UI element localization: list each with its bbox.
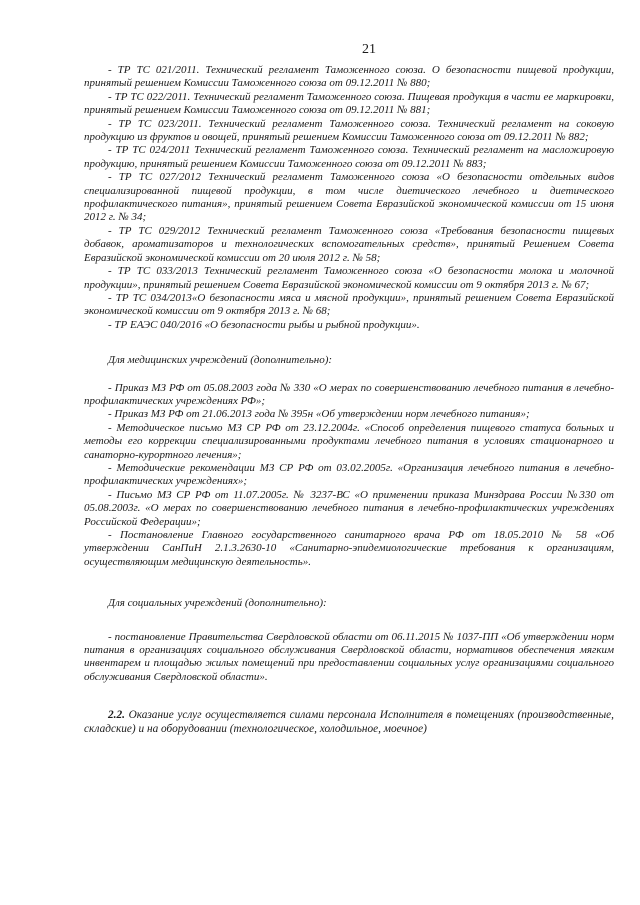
list-item: - ТР ТС 027/2012 Технический регламент Таможенного союза «О безопасности отдельных видов специализированной пищевой продукции, в том числе диетического лечебного и диетического профилактического питания», принятый решением Совета Евразийской экономической комиссии от 15 июня 2012 г. № 34; <box>84 171 614 224</box>
list-item: - ТР ТС 021/2011. Технический регламент Таможенного союза. О безопасности пищевой продукции, принятый решением Комиссии Таможенного союза от 09.12.2011 № 880; <box>84 64 614 90</box>
list-item: - ТР ЕАЭС 040/2016 «О безопасности рыбы и рыбной продукции». <box>108 318 420 331</box>
list-item: - ТР ТС 024/2011 Технический регламент Таможенного союза. Технический регламент на масложировую продукцию, принятый решением Комиссии Таможенного союза от 09.12.2011 № 883; <box>84 144 614 170</box>
list-item: - постановление Правительства Свердловской области от 06.11.2015 № 1037-ПП «Об утверждении норм питания в организациях социального обслуживания Свердловской области, нормативов обеспечения мягким инвентарем и площадью жилых помещений при предоставлении социальных услуг организациями социального обслуживания Свердловской области». <box>84 630 614 683</box>
list-item: - Методическое письмо МЗ СР РФ от 23.12.2004г. «Способ определения пищевого статуса больных и методы его коррекции специализированными продуктами лечебного питания в условиях стационарного и санаторно-курортного лечения»; <box>84 421 614 461</box>
social-list <box>84 631 614 685</box>
list-item: - Методические рекомендации МЗ СР РФ от 03.02.2005г. «Организация лечебного питания в лечебно-профилактических учреждениях»; <box>84 461 614 488</box>
list-item: - ТР ТС 034/2013«О безопасности мяса и мясной продукции», принятый решением Совета Евразийской экономической комиссии от 9 октября 2013 г. № 68; <box>84 291 614 318</box>
list-item: - Письмо МЗ СР РФ от 11.07.2005г. № 3237-ВС «О применении приказа Минздрава России №330 от 05.08.2003г. «О мерах по совершенствованию лечебного питания в лечебно-профилактических учреждениях Российской Федерации»; <box>84 488 614 528</box>
social-heading: Для социальных учреждений (дополнительно): <box>108 597 327 610</box>
list-item: - ТР ТС 023/2011. Технический регламент Таможенного союза. Технический регламент на соковую продукцию из фруктов и овощей, принятый решением Комиссии Таможенного союза от 09.12.2011 № 882; <box>84 117 614 144</box>
section-text: Оказание услуг осуществляется силами персонала Исполнителя в помещениях (производственные, складские) и на оборудовании (технологическое, холодильное, моечное) <box>84 709 614 736</box>
page-number: 21 <box>362 42 376 57</box>
medical-list <box>84 382 614 570</box>
list-item: - ТР ТС 029/2012 Технический регламент Таможенного союза «Требования безопасности пищевых добавок, ароматизаторов и технологических вспомогательных средств», принятый Решением Совета Евразийской экономической комиссии от 20 июля 2012 г. № 58; <box>84 224 614 264</box>
list-item: - Постановление Главного государственного санитарного врача РФ от 18.05.2010 № 58 «Об утверждении СанПиН 2.1.3.2630-10 «Санитарно-эпидемиологические требования к организациям, осуществляющим медицинскую деятельность». <box>84 529 614 568</box>
regulations-list <box>84 64 614 332</box>
list-item: - ТР ТС 033/2013 Технический регламент Таможенного союза «О безопасности молока и молочной продукции», принятый решением Совета Евразийской экономической комиссии от 9 октября 2013 г. № 67; <box>84 265 614 291</box>
medical-heading: Для медицинских учреждений (дополнительно): <box>108 354 333 367</box>
list-item: - ТР ТС 022/2011. Технический регламент Таможенного союза. Пищевая продукция в части ее маркировки, принятый решением Комиссии Таможенного союза от 09.12.2011 № 881; <box>84 90 614 117</box>
list-item: - Приказ МЗ РФ от 05.08.2003 года № 330 «О мерах по совершенствованию лечебного питания в лечебно-профилактических учреждениях РФ»; <box>84 381 614 407</box>
list-item: - Приказ МЗ РФ от 21.06.2013 года № 395н «Об утверждении норм лечебного питания»; <box>108 408 530 421</box>
section-number: 2.2. <box>108 709 125 722</box>
section-paragraph <box>84 708 614 736</box>
